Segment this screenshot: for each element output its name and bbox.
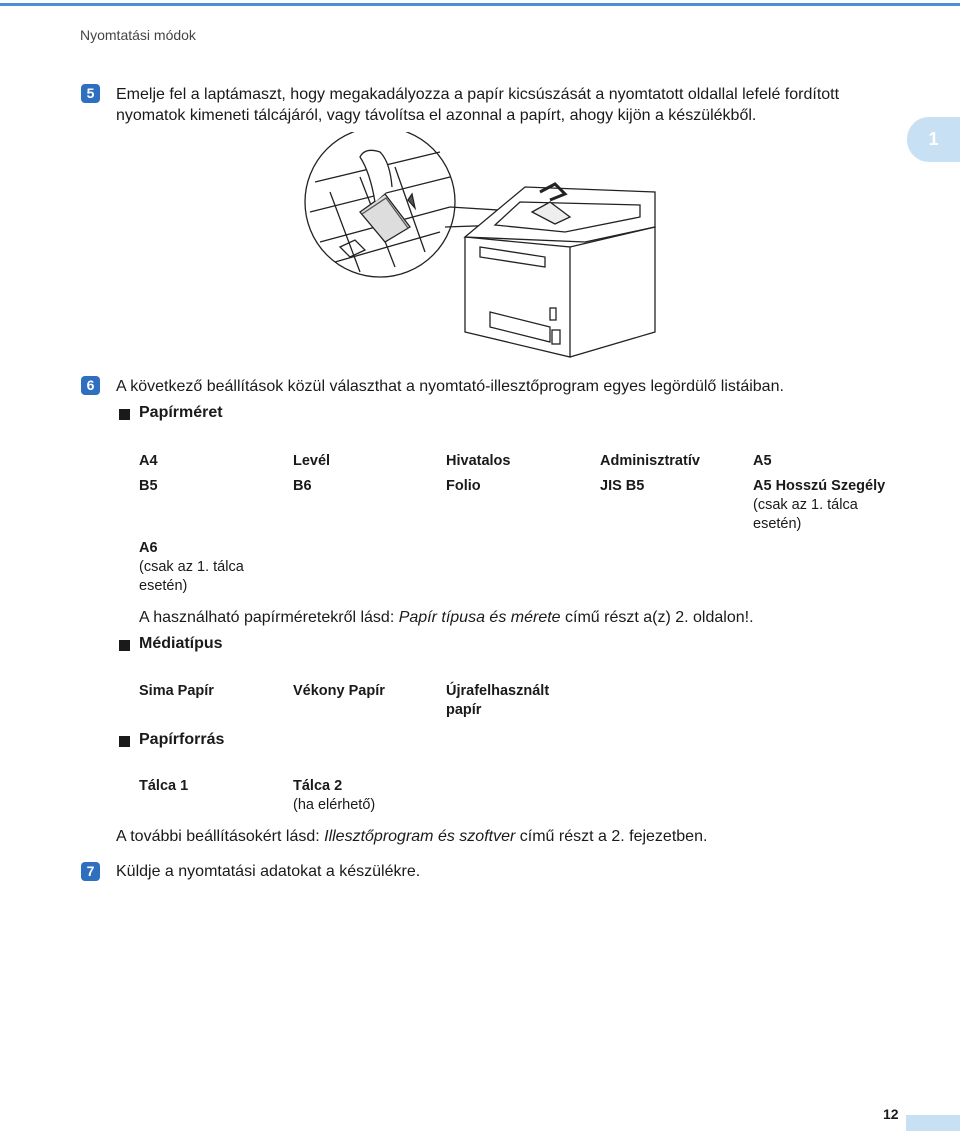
paper-source-title: Papírforrás [139,731,225,748]
bullet-icon [119,640,130,651]
page-number: 12 [883,1106,899,1122]
printer-illustration [300,132,680,362]
paper-type-link[interactable]: Papír típusa és mérete [398,609,561,626]
paper-size-b6: B6 [293,478,312,494]
step-badge-7: 7 [81,862,100,881]
paper-size-letter: Levél [293,453,331,469]
more-settings-reference: A további beállításokért lásd: Illesztőprogram és szoftver című részt a 2. fejezetben. [116,828,708,845]
step7-text: Küldje a nyomtatási adatokat a készülékre. [116,863,421,880]
driver-software-link[interactable]: Illesztőprogram és szoftver [324,828,516,845]
running-header: Nyomtatási módok [80,27,196,43]
step5-line1: Emelje fel a laptámaszt, hogy megakadályozza a papír kicsúszását a nyomtatott oldallal lefelé fordított [116,86,840,103]
paper-size-a5-long-edge: A5 Hosszú Szegély (csak az 1. tálca esetén) [753,478,886,532]
header-rule [0,3,960,6]
paper-size-a4: A4 [139,453,158,469]
paper-size-legal: Hivatalos [446,453,511,469]
paper-size-a5: A5 [753,453,772,469]
bullet-icon [119,736,130,747]
paper-size-a6: A6 (csak az 1. tálca esetén) [139,540,244,594]
paper-size-executive: Adminisztratív [600,453,700,469]
paper-size-reference: A használható papírméretekről lásd: Papír típusa és mérete című részt a(z) 2. oldalon!. [139,609,754,626]
paper-source-tray1: Tálca 1 [139,778,189,794]
step-badge-5: 5 [81,84,100,103]
media-type-plain: Sima Papír [139,683,214,699]
footer-tab [906,1115,960,1131]
paper-size-folio: Folio [446,478,481,494]
step6-intro: A következő beállítások közül választhat a nyomtató-illesztőprogram egyes legördülő listáiban. [116,378,784,395]
step5-line2: nyomatok kimeneti tálcájáról, vagy távolítsa el azonnal a papírt, ahogy kijön a készülékből. [116,107,757,124]
chapter-tab: 1 [907,117,960,162]
media-type-title: Médiatípus [139,635,223,652]
paper-size-title: Papírméret [139,404,223,421]
paper-size-b5: B5 [139,478,158,494]
media-type-recycled: Újrafelhasznált papír [446,683,550,718]
paper-size-jis-b5: JIS B5 [600,478,645,494]
bullet-icon [119,409,130,420]
media-type-thin: Vékony Papír [293,683,385,699]
step-badge-6: 6 [81,376,100,395]
paper-source-tray2: Tálca 2 (ha elérhető) [293,778,376,813]
